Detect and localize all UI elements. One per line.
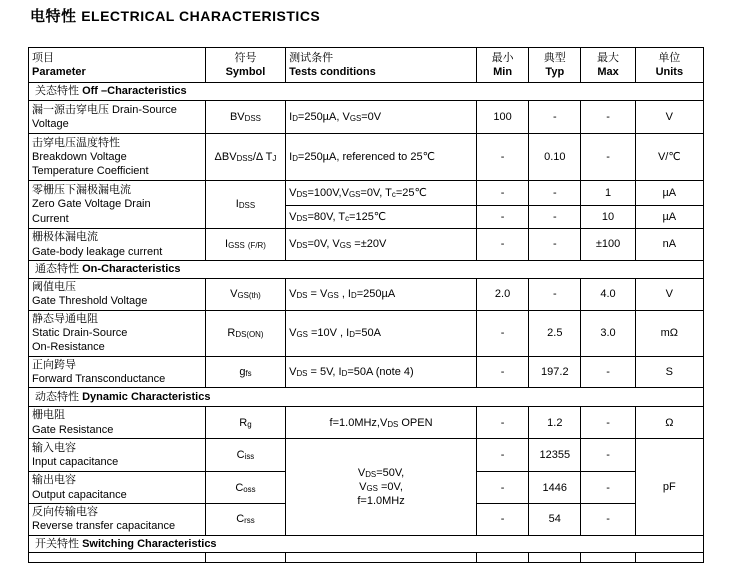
unit-cell: V: [635, 101, 703, 134]
symbol-cell: $BV_{DSS}$: [205, 101, 285, 134]
typ-cell: 12355: [529, 439, 581, 472]
header-units: 单位 Units: [635, 48, 703, 83]
electrical-characteristics-table: [28, 47, 704, 563]
min-cell: -: [476, 504, 528, 536]
conditions-cell: $V_{DS} = 5V$, $I_D=50A$ (note 4): [286, 356, 477, 388]
min-cell: -: [476, 134, 528, 181]
table-row-vgsth: [29, 279, 704, 311]
max-cell: -: [581, 101, 635, 134]
max-cell: -: [581, 472, 635, 504]
param-cell: 正向跨导 Forward Transconductance: [29, 356, 206, 388]
page-title-en: ELECTRICAL CHARACTERISTICS: [81, 8, 321, 24]
min-cell: -: [476, 439, 528, 472]
unit-cell: µA: [635, 206, 703, 229]
min-cell: -: [476, 229, 528, 261]
max-cell: ±100: [581, 229, 635, 261]
section-dynamic-label: 动态特性 Dynamic Characteristics: [29, 388, 704, 407]
unit-cell: µA: [635, 181, 703, 206]
param-cell: 栅极体漏电流 Gate-body leakage current: [29, 229, 206, 261]
conditions-cell: $V_{DS} = V_{GS}$ , $I_D=250\mu A$: [286, 279, 477, 311]
max-cell: 10: [581, 206, 635, 229]
param-cell: 零栅压下漏极漏电流 Zero Gate Voltage Drain Current: [29, 181, 206, 229]
header-symbol: 符号 Symbol: [205, 48, 285, 83]
table-row-idss-1: [29, 181, 704, 206]
symbol-cell: $R_g$: [205, 407, 285, 439]
param-cell: 反向传输电容 Reverse transfer capacitance: [29, 504, 206, 536]
min-cell: -: [476, 310, 528, 356]
max-cell: 3.0: [581, 310, 635, 356]
min-cell: -: [476, 206, 528, 229]
table-row-igss: [29, 229, 704, 261]
conditions-cell: $V_{DS}=0V$, $V_{GS} =\pm 20V$: [286, 229, 477, 261]
table-header-row: [29, 48, 704, 83]
symbol-cell: $I_{DSS}$: [205, 181, 285, 229]
param-cell: 输出电容 Output capacitance: [29, 472, 206, 504]
section-row-on: [29, 261, 704, 279]
header-min: 最小 Min: [476, 48, 528, 83]
header-typ: 典型 Typ: [529, 48, 581, 83]
symbol-cell: $I_{GSS}$ $_{(F/R)}$: [205, 229, 285, 261]
param-cell: 输入电容 Input capacitance: [29, 439, 206, 472]
section-row-dynamic: [29, 388, 704, 407]
header-parameter: 项目 Parameter: [29, 48, 206, 83]
section-row-off: [29, 83, 704, 101]
section-switching-label: 开关特性 Switching Characteristics: [29, 535, 704, 552]
typ-cell: 1446: [529, 472, 581, 504]
table-row-rdson: [29, 310, 704, 356]
unit-cell: V: [635, 279, 703, 311]
min-cell: 2.0: [476, 279, 528, 311]
max-cell: 1: [581, 181, 635, 206]
min-cell: -: [476, 181, 528, 206]
max-cell: -: [581, 407, 635, 439]
unit-cell: mΩ: [635, 310, 703, 356]
symbol-cell: $C_{iss}$: [205, 439, 285, 472]
min-cell: -: [476, 472, 528, 504]
param-cell: 栅电阻 Gate Resistance: [29, 407, 206, 439]
header-max: 最大 Max: [581, 48, 635, 83]
conditions-cell: $V_{DS}=100V,V_{GS}=0V$, $T_c=25℃$: [286, 181, 477, 206]
typ-cell: -: [529, 181, 581, 206]
table-row-ciss: [29, 439, 704, 472]
table-row-dbvdss: [29, 134, 704, 181]
conditions-cell: $I_D=250\mu A$, referenced to 25℃: [286, 134, 477, 181]
param-cell: 漏一源击穿电压 Drain-Source Voltage: [29, 101, 206, 134]
max-cell: -: [581, 356, 635, 388]
typ-cell: -: [529, 279, 581, 311]
typ-cell: 54: [529, 504, 581, 536]
symbol-cell: $g_{fs}$: [205, 356, 285, 388]
symbol-cell: $C_{rss}$: [205, 504, 285, 536]
min-cell: 100: [476, 101, 528, 134]
unit-cell-shared: pF: [635, 439, 703, 536]
symbol-cell: $R_{DS(ON)}$: [205, 310, 285, 356]
typ-cell: -: [529, 101, 581, 134]
conditions-cell-shared: $V_{DS}=50V$, $V_{GS} =0V$, f=1.0MHz: [286, 439, 477, 536]
min-cell: -: [476, 356, 528, 388]
conditions-cell: $V_{GS} =10V$ , $I_D=50A$: [286, 310, 477, 356]
param-cell: 击穿电压温度特性 Breakdown Voltage Temperature Coefficient: [29, 134, 206, 181]
symbol-cell: $V_{GS(th)}$: [205, 279, 285, 311]
max-cell: -: [581, 134, 635, 181]
typ-cell: -: [529, 229, 581, 261]
max-cell: -: [581, 439, 635, 472]
section-row-switching: [29, 535, 704, 552]
symbol-cell: $C_{oss}$: [205, 472, 285, 504]
section-on-label: 通态特性 On-Characteristics: [29, 261, 704, 279]
param-cell: 阈值电压 Gate Threshold Voltage: [29, 279, 206, 311]
conditions-cell: $V_{DS}=80V$, $T_c=125℃$: [286, 206, 477, 229]
table-row-rg: [29, 407, 704, 439]
table-row-gfs: [29, 356, 704, 388]
conditions-cell: $f=1.0MHz,V_{DS}$ OPEN: [286, 407, 477, 439]
unit-cell: nA: [635, 229, 703, 261]
page-title: [30, 5, 320, 26]
unit-cell: Ω: [635, 407, 703, 439]
min-cell: -: [476, 407, 528, 439]
typ-cell: 2.5: [529, 310, 581, 356]
table-row-stub: [29, 553, 704, 563]
table-row-bvdss: [29, 101, 704, 134]
max-cell: -: [581, 504, 635, 536]
param-cell: 静态导通电阻 Static Drain-Source On-Resistance: [29, 310, 206, 356]
unit-cell: S: [635, 356, 703, 388]
page-title-cn: 电特性: [30, 8, 77, 25]
symbol-cell: $\Delta BV_{DSS}/\Delta$ $T_J$: [205, 134, 285, 181]
typ-cell: 0.10: [529, 134, 581, 181]
section-off-label: 关态特性 Off –Characteristics: [29, 83, 704, 101]
typ-cell: 1.2: [529, 407, 581, 439]
header-conditions: 测试条件 Tests conditions: [286, 48, 477, 83]
conditions-cell: $I_D=250\mu A$, $V_{GS}=0V$: [286, 101, 477, 134]
typ-cell: -: [529, 206, 581, 229]
max-cell: 4.0: [581, 279, 635, 311]
typ-cell: 197.2: [529, 356, 581, 388]
unit-cell: V/℃: [635, 134, 703, 181]
